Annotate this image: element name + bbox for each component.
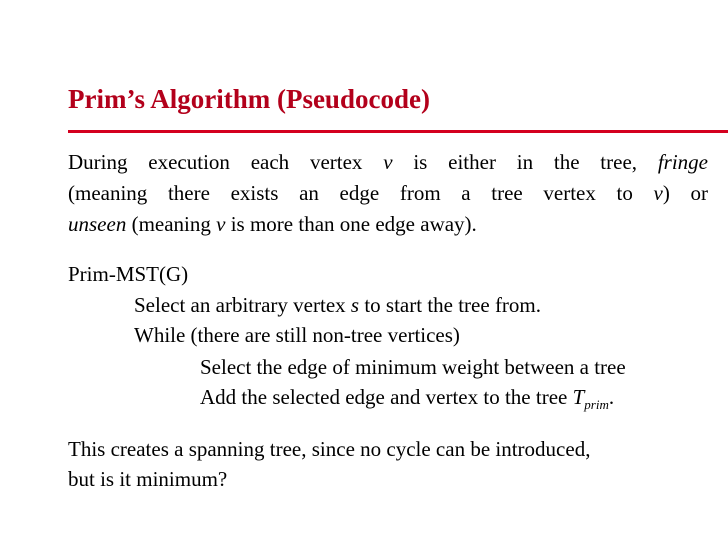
term-unseen: unseen: [68, 212, 127, 236]
intro-text: (meaning there exists an edge from a tree vertex to: [68, 181, 654, 205]
var-v: v: [216, 212, 226, 236]
intro-line-1: [68, 149, 708, 175]
slide-title: Prim’s Algorithm (Pseudocode): [68, 84, 430, 114]
pseudocode-step-4: [200, 384, 614, 418]
conclusion-line-2: but is it minimum?: [68, 467, 228, 491]
pseudocode-header: Prim-MST(G): [68, 262, 189, 286]
step-text: to start the tree from.: [359, 293, 542, 317]
intro-line-2: [68, 180, 708, 206]
term-fringe: fringe: [657, 150, 708, 174]
intro-text: is either in the tree,: [392, 150, 658, 174]
pseudocode-step-3: Select the edge of minimum weight between a tree: [200, 355, 626, 379]
intro-text: During execution each vertex: [68, 150, 384, 174]
step-text: .: [608, 385, 615, 409]
step-text: Select an arbitrary vertex: [134, 293, 351, 317]
conclusion-line-1: This creates a spanning tree, since no cycle can be introduced,: [68, 437, 591, 461]
var-T: T: [572, 385, 585, 409]
intro-text: ) or: [662, 181, 708, 205]
var-s: s: [350, 293, 360, 317]
step-text: Add the selected edge and vertex to the tree: [200, 385, 573, 409]
var-v: v: [653, 181, 663, 205]
intro-text: is more than one edge away).: [225, 212, 477, 236]
pseudocode-step-2: While (there are still non-tree vertices): [134, 323, 460, 347]
var-v: v: [383, 150, 393, 174]
intro-line-3: [68, 211, 477, 237]
subscript-prim: prim: [584, 397, 609, 412]
pseudocode-step-1: [134, 292, 541, 318]
intro-text: (meaning: [126, 212, 217, 236]
title-rule: [68, 130, 728, 133]
